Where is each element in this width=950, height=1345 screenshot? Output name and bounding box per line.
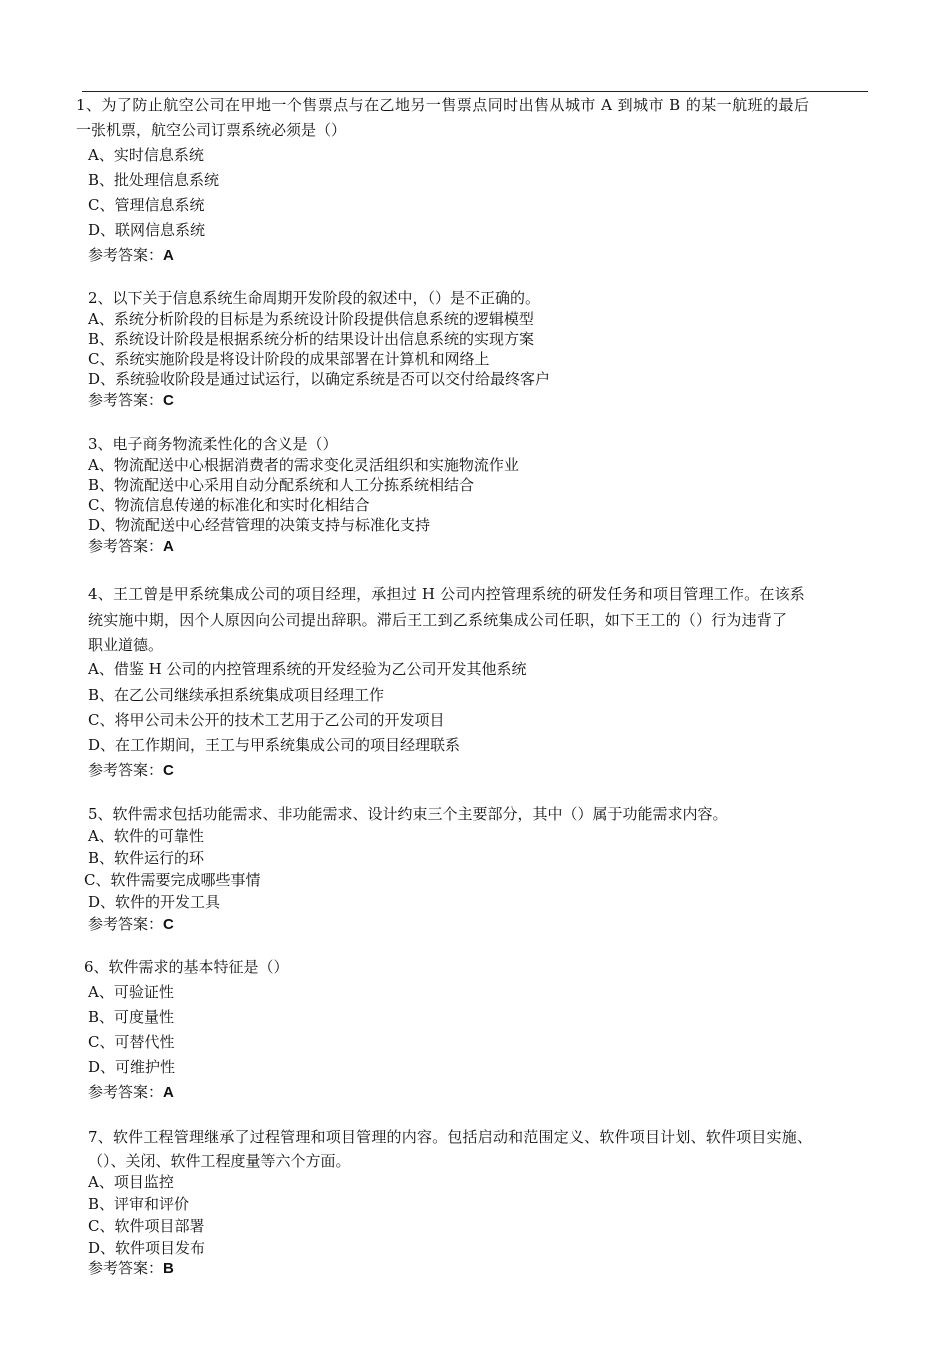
option-b: B、可度量性	[88, 1008, 175, 1026]
answer-line	[88, 390, 174, 411]
answer-line	[88, 1082, 174, 1103]
option-a: A、实时信息系统	[88, 146, 204, 164]
answer-label: 参考答案：	[88, 761, 164, 779]
question-stem: 5、软件需求包括功能需求、非功能需求、设计约束三个主要部分，其中（）属于功能需求内容。	[88, 805, 728, 823]
option-c: C、管理信息系统	[88, 196, 205, 214]
option-c: C、软件项目部署	[88, 1217, 205, 1235]
option-b: B、在乙公司继续承担系统集成项目经理工作	[88, 686, 385, 704]
answer-label: 参考答案：	[88, 1083, 164, 1101]
answer-value: A	[163, 247, 174, 264]
answer-value: A	[163, 538, 174, 555]
answer-label: 参考答案：	[88, 246, 164, 264]
option-a: A、项目监控	[88, 1173, 174, 1191]
question-stem: 职业道德。	[88, 636, 164, 654]
option-d: D、在工作期间，王工与甲系统集成公司的项目经理联系	[88, 736, 461, 754]
question-stem: 一张机票，航空公司订票系统必须是（）	[76, 121, 347, 139]
option-d: D、系统验收阶段是通过试运行，以确定系统是否可以交付给最终客户	[88, 370, 551, 388]
question-stem: 1、为了防止航空公司在甲地一个售票点与在乙地另一售票点同时出售从城市 A 到城市 B 的某一航班的最后	[76, 96, 810, 114]
question-stem: 统实施中期，因个人原因向公司提出辞职。滞后王工到乙系统集成公司任职，如下王工的（）行为违背了	[88, 611, 788, 629]
option-b: B、软件运行的环	[88, 849, 205, 867]
question-stem: 6、软件需求的基本特征是（）	[84, 958, 289, 976]
question-stem: 4、王工曾是甲系统集成公司的项目经理，承担过 H 公司内控管理系统的研发任务和项目管理工作。在该系	[88, 585, 805, 603]
option-b: B、系统设计阶段是根据系统分析的结果设计出信息系统的实现方案	[88, 330, 535, 348]
question-stem: 7、软件工程管理继承了过程管理和项目管理的内容。包括启动和范围定义、软件项目计划、软件项目实施、	[88, 1128, 813, 1146]
option-a: A、物流配送中心根据消费者的需求变化灵活组织和实施物流作业	[88, 456, 519, 474]
option-b: B、评审和评价	[88, 1195, 190, 1213]
answer-value: C	[163, 762, 174, 779]
option-c: C、将甲公司未公开的技术工艺用于乙公司的开发项目	[88, 711, 445, 729]
answer-label: 参考答案：	[88, 915, 164, 933]
option-a: A、软件的可靠性	[88, 827, 204, 845]
answer-value: A	[163, 1084, 174, 1101]
answer-label: 参考答案：	[88, 537, 164, 555]
option-d: D、软件的开发工具	[88, 893, 221, 911]
option-d: D、物流配送中心经营管理的决策支持与标准化支持	[88, 516, 431, 534]
answer-line	[88, 245, 174, 266]
answer-line	[88, 914, 174, 935]
answer-label: 参考答案：	[88, 391, 164, 409]
option-a: A、借鉴 H 公司的内控管理系统的开发经验为乙公司开发其他系统	[88, 660, 527, 678]
option-b: B、物流配送中心采用自动分配系统和人工分拣系统相结合	[88, 476, 475, 494]
option-d: D、软件项目发布	[88, 1239, 206, 1257]
option-a: A、系统分析阶段的目标是为系统设计阶段提供信息系统的逻辑模型	[88, 310, 534, 328]
answer-line	[88, 1258, 174, 1279]
option-c: C、物流信息传递的标准化和实时化相结合	[88, 496, 370, 514]
answer-line	[88, 760, 174, 781]
answer-line	[88, 536, 174, 557]
answer-value: C	[163, 392, 174, 409]
question-stem: 3、电子商务物流柔性化的含义是（）	[88, 435, 338, 453]
answer-value: B	[163, 1260, 174, 1277]
answer-label: 参考答案：	[88, 1259, 164, 1277]
header-rule	[82, 91, 868, 92]
option-a: A、可验证性	[88, 983, 174, 1001]
answer-value: C	[163, 916, 174, 933]
option-c: C、可替代性	[88, 1033, 175, 1051]
question-stem: 2、以下关于信息系统生命周期开发阶段的叙述中，（）是不正确的。	[88, 289, 541, 307]
option-b: B、批处理信息系统	[88, 171, 220, 189]
option-c: C、系统实施阶段是将设计阶段的成果部署在计算机和网络上	[88, 350, 490, 368]
option-c: C、软件需要完成哪些事情	[84, 871, 261, 889]
option-d: D、可维护性	[88, 1058, 176, 1076]
option-d: D、联网信息系统	[88, 221, 206, 239]
question-stem: （）、关闭、软件工程度量等六个方面。	[88, 1152, 351, 1170]
